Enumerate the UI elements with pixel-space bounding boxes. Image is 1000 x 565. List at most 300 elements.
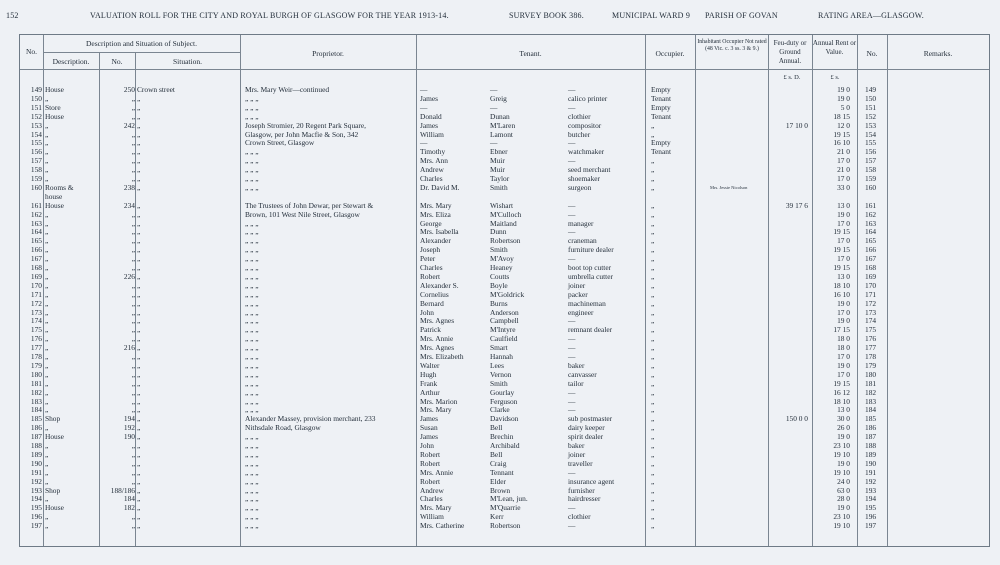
occupier: Empty: [651, 85, 671, 94]
row-number-right: 190: [865, 458, 877, 468]
occupier: „: [651, 218, 655, 228]
situation: „: [137, 271, 141, 281]
tenant-forename: —: [420, 85, 428, 94]
description: „: [45, 423, 49, 433]
situation: „: [137, 423, 141, 433]
rent-units: £ s.: [830, 74, 840, 81]
street-number: „: [131, 289, 135, 299]
tenant-forename: Walter: [420, 360, 440, 370]
proprietor: „ „ „: [245, 182, 259, 192]
description: Shop: [45, 414, 61, 424]
row-number-right: 150: [865, 93, 877, 103]
tenant-occupation: boot top cutter: [568, 263, 612, 272]
street-number: „: [131, 387, 135, 397]
tenant-forename: Mrs. Eliza: [420, 209, 451, 219]
tenant-surname: M'Quarrie: [490, 503, 521, 513]
annual-rent: 17 0: [837, 369, 850, 379]
tenant-surname: Elder: [490, 476, 507, 486]
annual-rent: 5 0: [840, 102, 850, 112]
situation: „: [137, 227, 141, 237]
tenant-occupation: compositor: [568, 120, 602, 130]
annual-rent: 19 10: [833, 449, 850, 459]
table-row: [20, 184, 989, 193]
tenant-forename: James: [420, 414, 439, 424]
street-number: 216: [123, 343, 135, 353]
annual-rent: 19 10: [833, 467, 850, 477]
street-number: „: [131, 467, 135, 477]
row-number: 157: [30, 156, 42, 166]
occupier: Empty: [651, 138, 671, 148]
occupier: „: [651, 512, 655, 522]
table-row: [20, 522, 989, 531]
description: „: [45, 378, 49, 388]
annual-rent: 18 10: [833, 396, 850, 406]
situation: „: [137, 120, 141, 130]
row-number-right: 158: [865, 165, 877, 175]
situation: „: [137, 200, 141, 210]
row-number: 150: [30, 93, 42, 103]
street-number: 188/186: [110, 485, 135, 495]
tenant-occupation: watchmaker: [568, 147, 605, 157]
tenant-forename: Alexander S.: [420, 280, 459, 290]
description: „: [45, 343, 49, 353]
street-number: „: [131, 441, 135, 450]
row-number: 165: [30, 236, 42, 246]
annual-rent: 13 0: [837, 200, 850, 210]
feu-duty: 17 10 0: [785, 120, 808, 130]
tenant-forename: Patrick: [420, 325, 441, 335]
annual-rent: 18 0: [837, 334, 850, 344]
occupier: „: [651, 165, 655, 175]
row-number-right: 159: [865, 174, 877, 183]
row-number: 149: [30, 85, 42, 94]
situation: „: [137, 165, 141, 175]
annual-rent: 19 0: [837, 360, 850, 370]
tenant-surname: M'Intyre: [490, 325, 516, 335]
tenant-surname: Dunn: [490, 227, 507, 237]
proprietor: „ „ „: [245, 449, 259, 459]
annual-rent: 17 0: [837, 254, 850, 264]
annual-rent: 12 0: [837, 120, 850, 130]
description: „: [45, 298, 49, 308]
tenant-surname: Robertson: [490, 521, 521, 531]
row-number-right: 193: [865, 485, 877, 495]
street-number: „: [131, 147, 135, 157]
proprietor: „ „ „: [245, 387, 259, 397]
situation: „: [137, 102, 141, 112]
situation: „: [137, 494, 141, 504]
annual-rent: 19 0: [837, 85, 850, 94]
row-number-right: 154: [865, 129, 877, 139]
proprietor: „ „ „: [245, 165, 259, 175]
tenant-surname: M'Avoy: [490, 254, 514, 264]
annual-rent: 28 0: [837, 494, 850, 504]
proprietor: „ „ „: [245, 289, 259, 299]
proprietor: Alexander Massey, provision merchant, 233: [245, 414, 376, 424]
situation: „: [137, 396, 141, 406]
street-number: „: [131, 138, 135, 148]
occupier: „: [651, 271, 655, 281]
row-number-right: 149: [865, 85, 877, 94]
situation: „: [137, 147, 141, 157]
row-number: 195: [30, 503, 42, 513]
row-number-right: 182: [865, 387, 877, 397]
occupier: „: [651, 120, 655, 130]
occupier: „: [651, 200, 655, 210]
col-no-header: No.: [25, 47, 38, 56]
row-number: 185: [30, 414, 42, 424]
row-number: 155: [30, 138, 42, 148]
tenant-surname: M'Lean, jun.: [490, 494, 528, 504]
occupier: „: [651, 352, 655, 361]
annual-rent: 13 0: [837, 271, 850, 281]
tenant-occupation: —: [568, 102, 576, 112]
occupier: „: [651, 414, 655, 424]
tenant-forename: Mrs. Agnes: [420, 316, 455, 326]
occupier: Tenant: [651, 93, 672, 103]
row-number: 177: [30, 343, 42, 353]
tenant-occupation: dairy keeper: [568, 423, 605, 433]
tenant-surname: Archibald: [490, 441, 520, 450]
tenant-occupation: baker: [568, 360, 585, 370]
row-number-right: 157: [865, 156, 877, 166]
row-number: 196: [30, 512, 42, 522]
situation: „: [137, 236, 141, 246]
row-number-right: 185: [865, 414, 877, 424]
tenant-forename: Andrew: [420, 485, 444, 495]
description: House: [45, 432, 64, 442]
col-inhabitant-header: Inhabitant Occupier Not rated (48 Vic. c. 3 ss. 3 & 9.): [697, 39, 767, 52]
description: „: [45, 449, 49, 459]
tenant-occupation: insurance agent: [568, 476, 615, 486]
tenant-forename: Mrs. Isabella: [420, 227, 459, 237]
street-number: „: [131, 227, 135, 237]
occupier: „: [651, 441, 655, 450]
annual-rent: 19 0: [837, 432, 850, 442]
tenant-occupation: canvasser: [568, 369, 597, 379]
tenant-forename: Dr. David M.: [420, 182, 460, 192]
row-number-right: 160: [865, 182, 877, 192]
proprietor: „ „ „: [245, 467, 259, 477]
description: „: [45, 254, 49, 264]
row-number: 183: [30, 396, 42, 406]
tenant-surname: Lees: [490, 360, 504, 370]
tenant-surname: Burns: [490, 298, 508, 308]
annual-rent: 19 0: [837, 209, 850, 219]
street-number: „: [131, 236, 135, 246]
annual-rent: 17 0: [837, 156, 850, 166]
street-number: 194: [123, 414, 135, 424]
tenant-surname: Campbell: [490, 316, 519, 326]
row-number: 182: [30, 387, 42, 397]
situation: „: [137, 521, 141, 531]
description: „: [45, 521, 49, 531]
tenant-forename: James: [420, 432, 439, 442]
proprietor: The Trustees of John Dewar, per Stewart &: [245, 200, 374, 210]
occupier: „: [651, 405, 655, 415]
street-number: 234: [123, 200, 135, 210]
situation: „: [137, 512, 141, 522]
annual-rent: 19 0: [837, 503, 850, 513]
occupier: „: [651, 280, 655, 290]
annual-rent: 19 15: [833, 378, 850, 388]
tenant-occupation: joiner: [568, 280, 586, 290]
occupier: „: [651, 396, 655, 406]
tenant-occupation: hairdresser: [568, 494, 601, 504]
tenant-surname: Hannah: [490, 352, 513, 361]
proprietor: „ „ „: [245, 521, 259, 531]
tenant-surname: Ebner: [490, 147, 508, 157]
description: „: [45, 387, 49, 397]
annual-rent: 17 15: [833, 325, 850, 335]
row-number: 180: [30, 369, 42, 379]
row-number: 167: [30, 254, 42, 264]
annual-rent: 26 0: [837, 423, 850, 433]
tenant-surname: Muir: [490, 156, 505, 166]
annual-rent: 17 0: [837, 236, 850, 246]
street-number: „: [131, 307, 135, 317]
description: „: [45, 209, 49, 219]
tenant-occupation: clothier: [568, 111, 591, 121]
tenant-surname: Brechin: [490, 432, 514, 442]
row-number-right: 174: [865, 316, 877, 326]
tenant-forename: Hugh: [420, 369, 437, 379]
tenant-occupation: —: [568, 85, 576, 94]
tenant-forename: Mrs. Mary: [420, 405, 452, 415]
row-number-right: 151: [865, 102, 877, 112]
row-number-right: 161: [865, 200, 877, 210]
street-number: „: [131, 174, 135, 183]
tenant-forename: Bernard: [420, 298, 444, 308]
annual-rent: 19 10: [833, 521, 850, 531]
occupier: „: [651, 325, 655, 335]
proprietor: Joseph Stromier, 20 Regent Park Square,: [245, 120, 367, 130]
situation: „: [137, 343, 141, 353]
occupier: „: [651, 432, 655, 442]
tenant-forename: James: [420, 93, 439, 103]
proprietor: „ „ „: [245, 111, 259, 121]
rating-area: RATING AREA—GLASGOW.: [818, 11, 924, 20]
row-number: 161: [30, 200, 42, 210]
page-header: [0, 0, 1000, 28]
annual-rent: 19 15: [833, 263, 850, 272]
row-number: 164: [30, 227, 42, 237]
occupier: „: [651, 378, 655, 388]
proprietor: „ „ „: [245, 396, 259, 406]
description: „: [45, 512, 49, 522]
tenant-surname: Coutts: [490, 271, 510, 281]
tenant-occupation: —: [568, 227, 576, 237]
street-number: „: [131, 334, 135, 344]
row-number-right: 191: [865, 467, 877, 477]
row-number: 186: [30, 423, 42, 433]
tenant-occupation: —: [568, 503, 576, 513]
tenant-forename: Mrs. Mary: [420, 200, 452, 210]
tenant-occupation: remnant dealer: [568, 325, 613, 335]
occupier: „: [651, 503, 655, 513]
proprietor: Crown Street, Glasgow: [245, 138, 315, 148]
street-number: „: [131, 254, 135, 264]
tenant-occupation: calico printer: [568, 93, 608, 103]
proprietor: „ „ „: [245, 494, 259, 504]
tenant-occupation: —: [568, 200, 576, 210]
proprietor: „ „ „: [245, 360, 259, 370]
row-number-right: 170: [865, 280, 877, 290]
annual-rent: 19 15: [833, 245, 850, 255]
tenant-occupation: —: [568, 138, 576, 148]
proprietor: „ „ „: [245, 280, 259, 290]
street-number: „: [131, 156, 135, 166]
row-number: 173: [30, 307, 42, 317]
row-number-right: 168: [865, 263, 877, 272]
annual-rent: 17 0: [837, 174, 850, 183]
street-number: „: [131, 165, 135, 175]
description: „: [45, 289, 49, 299]
tenant-occupation: —: [568, 156, 576, 166]
tenant-occupation: tailor: [568, 378, 584, 388]
tenant-surname: Craig: [490, 458, 507, 468]
tenant-forename: —: [420, 102, 428, 112]
annual-rent: 30 0: [837, 414, 850, 424]
occupier: „: [651, 387, 655, 397]
col-number-header: No.: [111, 57, 123, 66]
tenant-occupation: —: [568, 209, 576, 219]
row-number-right: 186: [865, 423, 877, 433]
tenant-surname: Wishart: [490, 200, 514, 210]
occupier: „: [651, 521, 655, 531]
tenant-forename: Donald: [420, 111, 442, 121]
annual-rent: 17 0: [837, 352, 850, 361]
tenant-surname: M'Culloch: [490, 209, 522, 219]
tenant-occupation: machineman: [568, 298, 606, 308]
street-number: „: [131, 449, 135, 459]
street-number: „: [131, 111, 135, 121]
street-number: „: [131, 218, 135, 228]
proprietor: „ „ „: [245, 174, 259, 183]
occupier: „: [651, 494, 655, 504]
row-number: 193: [30, 485, 42, 495]
proprietor: „ „ „: [245, 254, 259, 264]
situation: „: [137, 467, 141, 477]
roll-title: VALUATION ROLL FOR THE CITY AND ROYAL BURGH OF GLASGOW FOR THE YEAR 1913-14.: [90, 11, 449, 20]
tenant-forename: James: [420, 120, 439, 130]
description: „: [45, 467, 49, 477]
tenant-occupation: —: [568, 405, 576, 415]
annual-rent: 17 0: [837, 218, 850, 228]
description: „: [45, 441, 49, 450]
row-number-right: 167: [865, 254, 877, 264]
tenant-surname: Maitland: [490, 218, 517, 228]
situation: „: [137, 387, 141, 397]
situation: „: [137, 138, 141, 148]
tenant-surname: Bell: [490, 449, 503, 459]
annual-rent: 21 0: [837, 147, 850, 157]
tenant-surname: Gourlay: [490, 387, 515, 397]
row-number-right: 197: [865, 521, 877, 531]
description: „: [45, 476, 49, 486]
row-number-right: 175: [865, 325, 877, 335]
tenant-occupation: —: [568, 254, 576, 264]
tenant-forename: Mrs. Elizabeth: [420, 352, 464, 361]
row-number-right: 173: [865, 307, 877, 317]
tenant-occupation: —: [568, 521, 576, 531]
occupier: „: [651, 334, 655, 344]
street-number: „: [131, 129, 135, 139]
row-number: 188: [30, 441, 42, 450]
survey-book: SURVEY BOOK 386.: [509, 11, 584, 20]
tenant-forename: George: [420, 218, 442, 228]
situation: „: [137, 441, 141, 450]
row-number-right: 189: [865, 449, 877, 459]
annual-rent: 18 15: [833, 111, 850, 121]
proprietor: Nithsdale Road, Glasgow: [245, 423, 321, 433]
situation: „: [137, 263, 141, 272]
tenant-occupation: clothier: [568, 512, 591, 522]
description: „: [45, 227, 49, 237]
description: „: [45, 263, 49, 272]
proprietor: „ „ „: [245, 512, 259, 522]
situation: „: [137, 289, 141, 299]
tenant-forename: Arthur: [420, 387, 440, 397]
situation: „: [137, 298, 141, 308]
proprietor: „ „ „: [245, 147, 259, 157]
tenant-surname: M'Laren: [490, 120, 516, 130]
street-number: „: [131, 352, 135, 361]
description: „: [45, 307, 49, 317]
tenant-forename: Mrs. Marion: [420, 396, 458, 406]
tenant-occupation: umbrella cutter: [568, 271, 613, 281]
tenant-forename: Robert: [420, 476, 441, 486]
description: „: [45, 245, 49, 255]
tenant-occupation: —: [568, 352, 576, 361]
row-number-right: 152: [865, 111, 877, 121]
annual-rent: 21 0: [837, 165, 850, 175]
tenant-forename: —: [420, 138, 428, 148]
occupier: „: [651, 423, 655, 433]
situation: „: [137, 352, 141, 361]
row-number: 166: [30, 245, 42, 255]
street-number: „: [131, 263, 135, 272]
street-number: „: [131, 102, 135, 112]
col-proprietor-header: Proprietor.: [312, 49, 344, 58]
feu-units: £ s. D.: [783, 74, 801, 81]
occupier: „: [651, 156, 655, 166]
tenant-occupation: seed merchant: [568, 165, 611, 175]
tenant-occupation: butcher: [568, 129, 591, 139]
situation: „: [137, 209, 141, 219]
description: „: [45, 236, 49, 246]
proprietor: „ „ „: [245, 245, 259, 255]
tenant-forename: William: [420, 129, 444, 139]
tenant-surname: Greig: [490, 93, 507, 103]
proprietor: „ „ „: [245, 102, 259, 112]
occupier: „: [651, 449, 655, 459]
tenant-occupation: traveller: [568, 458, 593, 468]
tenant-surname: Vernon: [490, 369, 512, 379]
description: House: [45, 503, 64, 513]
tenant-surname: Anderson: [490, 307, 519, 317]
row-number-right: 195: [865, 503, 877, 513]
tenant-surname: Ferguson: [490, 396, 518, 406]
row-number: 189: [30, 449, 42, 459]
row-number: 154: [30, 129, 42, 139]
annual-rent: 16 10: [833, 289, 850, 299]
row-number: 159: [30, 174, 42, 183]
occupier: „: [651, 289, 655, 299]
row-number-right: 166: [865, 245, 877, 255]
description: „: [45, 494, 49, 504]
street-number: 192: [123, 423, 135, 433]
